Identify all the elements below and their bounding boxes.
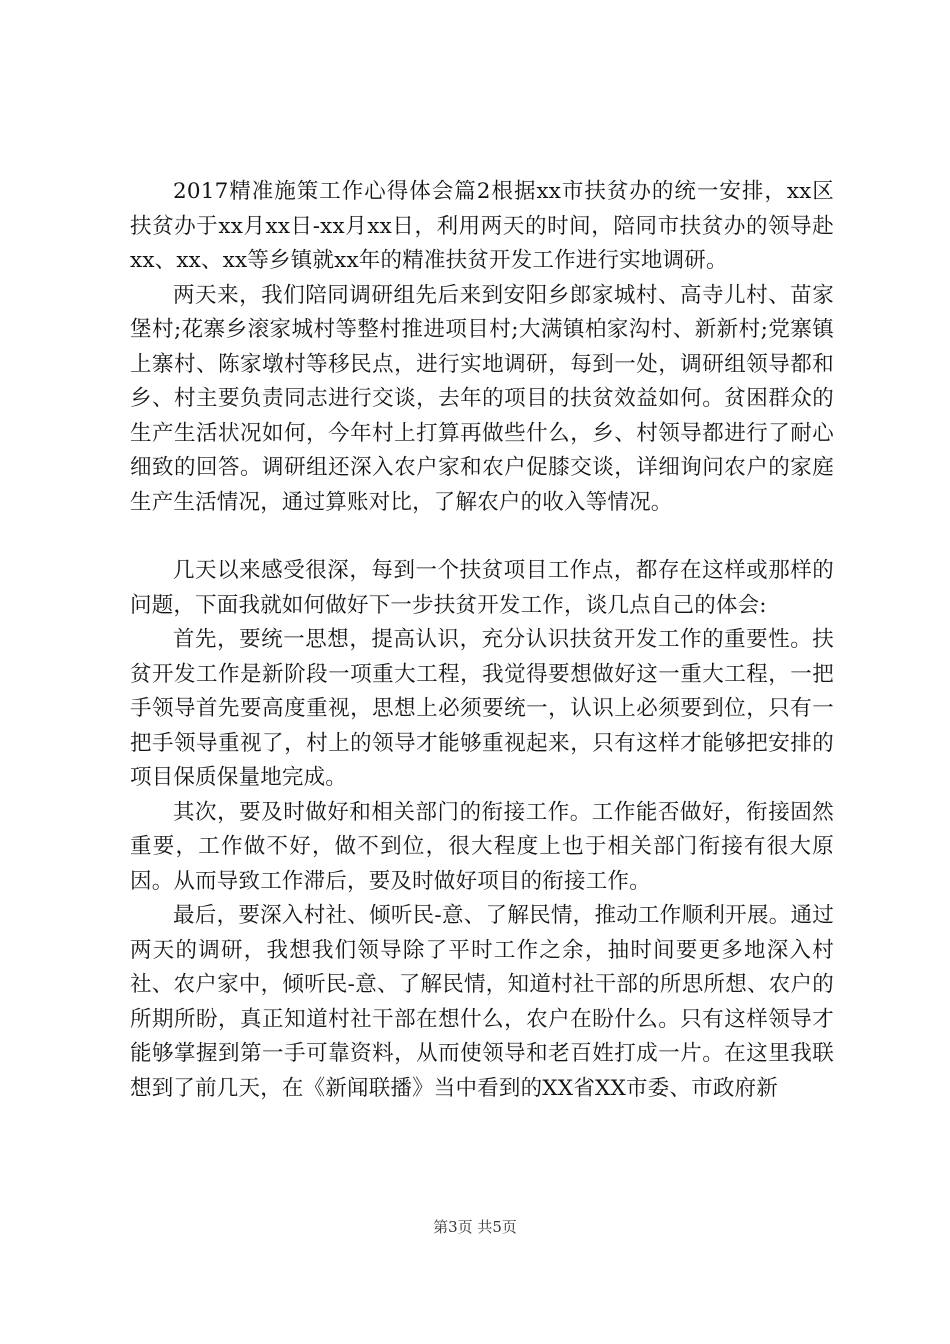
page-number-footer: 第3页 共5页 [433, 1218, 517, 1236]
paragraph-reflections: 几天以来感受很深，每到一个扶贫项目工作点，都存在这样或那样的问题，下面我就如何做好下一步扶贫开发工作，谈几点自己的体会: [130, 558, 834, 618]
paragraph-first-point: 首先，要统一思想，提高认识，充分认识扶贫开发工作的重要性。扶贫开发工作是新阶段一项重大工程，我觉得要想做好这一重大工程，一把手领导首先要高度重视，思想上必须要统一，认识上必须要到位，只有一把手领导重视了，村上的领导才能够重视起来，只有这样才能够把安排的项目保质保量地完成。 [130, 627, 834, 790]
paragraph-third-point: 最后，要深入村社、倾听民-意、了解民情，推动工作顺利开展。通过两天的调研，我想我们领导除了平时工作之余，抽时间要更多地深入村社、农户家中，倾听民-意、了解民情，知道村社干部的所思所想、农户的所期所盼，真正知道村社干部在想什么，农户在盼什么。只有这样领导才能够掌握到第一手可靠资料，从而使领导和老百姓打成一片。在这里我联想到了前几天，在《新闻联播》当中看到的XX省XX市委、市政府新 [130, 903, 834, 1101]
paragraph-second-point: 其次，要及时做好和相关部门的衔接工作。工作能否做好，衔接固然重要，工作做不好，做不到位，很大程度上也于相关部门衔接有很大原因。从而导致工作滞后，要及时做好项目的衔接工作。 [130, 799, 834, 894]
paragraph-intro: 2017精准施策工作心得体会篇2根据xx市扶贫办的统一安排，xx区扶贫办于xx月xx日-xx月xx日，利用两天的时间，陪同市扶贫办的领导赴xx、xx、xx等乡镇就xx年的精准扶贫开发工作进行实地调研。 [130, 179, 834, 273]
paragraph-research-visits: 两天来，我们陪同调研组先后来到安阳乡郎家城村、高寺儿村、苗家堡村;花寨乡滚家城村等整村推进项目村;大满镇柏家沟村、新新村;党寨镇上寨村、陈家墩村等移民点，进行实地调研，每到一处，调研组领导都和乡、村主要负责同志进行交谈，去年的项目的扶贫效益如何。贫困群众的生产生活状况如何，今年村上打算再做些什么，乡、村领导都进行了耐心细致的回答。调研组还深入农户家和农户促膝交谈，详细询问农户的家庭生产生活情况，通过算账对比，了解农户的收入等情况。 [130, 282, 834, 515]
document-body [130, 175, 834, 1106]
